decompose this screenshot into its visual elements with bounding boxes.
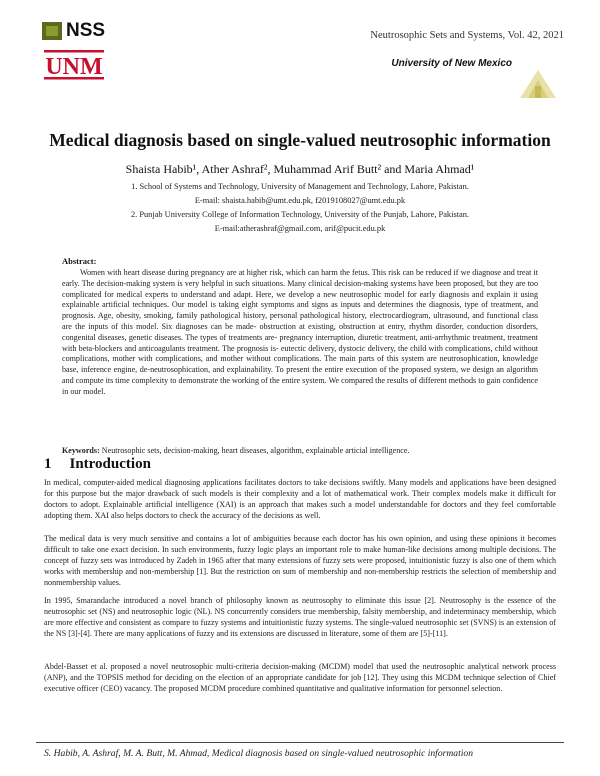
keywords-line [62, 446, 538, 455]
university-name: University of New Mexico [391, 58, 512, 69]
intro-paragraph-4: Abdel-Basset et al. proposed a novel neutrosophic multi-criteria decision-making (MCDM) model that used the neutrosophic analytical network process (ANP), and the TOPSIS method for deciding on the election of an appropriate candidate for job [12]. They using this MCDM technique selection of Chief executive officer (CEO) vacancy. The proposed MCDM procedure combined quantitative and qualitative information for personnel selection. [44, 662, 556, 693]
abstract-text: Women with heart disease during pregnancy are at higher risk, which can harm the fetus. This risk can be reduced if we diagnose and treat it early. The decision-making system is very helpful in such situations. Many clinical decision-making systems have been proposed, but they are too complicated for medical experts to understand and adapt. Here, we develop a new neutrosophic model for early diagnosis and explain it using explainable artificial techniques. Our model is taking eight symptoms and signs as inputs and determines the diagnosis, type of treatment, and prognosis. Age, obesity, smoking, family pathological history, personal pathological history, electrocardiogram, ultrasound, and functional class are the inputs of this model. Six diagnoses can be made- obstruction at existing, obstruction at entry, rhythm disorder, conduction disorders, congenital diseases, genetic diseases. The types of treatments are- pregnancy interruption, diuretic treatment, anti-arrhythmic treatment, treatment with beta-blockers and anticoagulants treatment. The prognosis is- eutectic delivery, dystocic delivery, the child with complications, child without complications, mother with complications, and mother without complications. The main parts of this system are neutrosophication, knowledge base, inference engine, de-neutrosophication, and explainability. To present the entire execution of the proposed system, we design an algorithm and compute its time complexity to demonstrate the working of the entire system. We compared the results of different methods to gain confidence in our model. [62, 268, 538, 396]
unm-logo-icon [44, 50, 104, 80]
nss-logo-text: NSS [66, 20, 106, 41]
footer-citation: S. Habib, A. Ashraf, M. A. Butt, M. Ahmad, Medical diagnosis based on single-valued neutrosophic information [44, 748, 474, 759]
abstract-label: Abstract: [62, 256, 97, 266]
keywords-text: Neutrosophic sets, decision-making, heart diseases, algorithm, explainable articial intelligence. [101, 446, 410, 455]
affiliation-2-email: E-mail:atherashraf@gmail.com, arif@pucit.edu.pk [214, 224, 386, 233]
nss-logo-icon [42, 22, 62, 40]
footer-divider [36, 742, 564, 743]
author-list: Shaista Habib¹, Ather Ashraf², Muhammad Arif Butt² and Maria Ahmad¹ [125, 162, 475, 176]
unm-logo-text: UNM [45, 54, 103, 80]
section-number: 1 [44, 456, 52, 472]
affiliation-1-email: E-mail: shaista.habib@umt.edu.pk, f2019108027@umt.edu.pk [194, 196, 406, 205]
section-heading [44, 456, 151, 473]
affiliation-1: 1. School of Systems and Technology, University of Management and Technology, Lahore, Pakistan. [131, 182, 469, 191]
affiliation-2: 2. Punjab University College of Information Technology, University of the Punjab, Lahore, Pakistan. [130, 210, 470, 219]
nss-logo [42, 20, 105, 42]
keywords-label: Keywords: [62, 446, 100, 455]
university-seal-icon [514, 66, 562, 105]
journal-reference: Neutrosophic Sets and Systems, Vol. 42, 2021 [370, 30, 564, 41]
intro-paragraph-1: In medical, computer-aided medical diagnosing applications facilitates doctors to take decisions swiftly. Many models and applications have been designed for this purpose but the major drawback of such models is their complexity and a lot of mathematical work. Their complex models make it difficult for doctors to adopt. Explainable artificial intelligence (XAI) is an approach that makes such a model understandable for doctors and they feel comfortable adopting them. XAI also helps doctors to check the accuracy of the decisions as well. [44, 478, 556, 520]
paper-title: Medical diagnosis based on single-valued neutrosophic information [49, 130, 551, 150]
intro-paragraph-2: The medical data is very much sensitive and contains a lot of ambiguities because each doctor has his own opinion, and using these opinions it becomes difficult to take one exact decision. In such environments, fuzzy logic plays an important role to make human-like decisions among multiple decisions. The concept of fuzzy sets was introduced by Zadeh in 1965 after that many extensions of fuzzy sets were proposed, intuitionistic fuzzy is also one of them which works with membership and non-membership [1]. But the restriction on sum of membership and non-membership restricts the selection of membership and nonmembership values. [44, 534, 556, 587]
intro-paragraph-3: In 1995, Smarandache introduced a novel branch of philosophy known as neutrosophy to eliminate this issue [2]. Neutrosophy is the essence of the neutrosophic set (NS) and neutrosophic logic (NL). NS concurrently considers true membership, falsity membership, and indeterminacy membership, which are more effective and consistent as compare to fuzzy systems and intuitionistic fuzzy systems. The single-valued neutrosophic set (SVNS) is an extension of the NS [3]-[4]. There are many applications of fuzzy and its extensions are discussed in literature, some of them are [5]-[11]. [44, 596, 556, 638]
section-title: Introduction [69, 456, 151, 472]
unm-logo [44, 50, 104, 85]
